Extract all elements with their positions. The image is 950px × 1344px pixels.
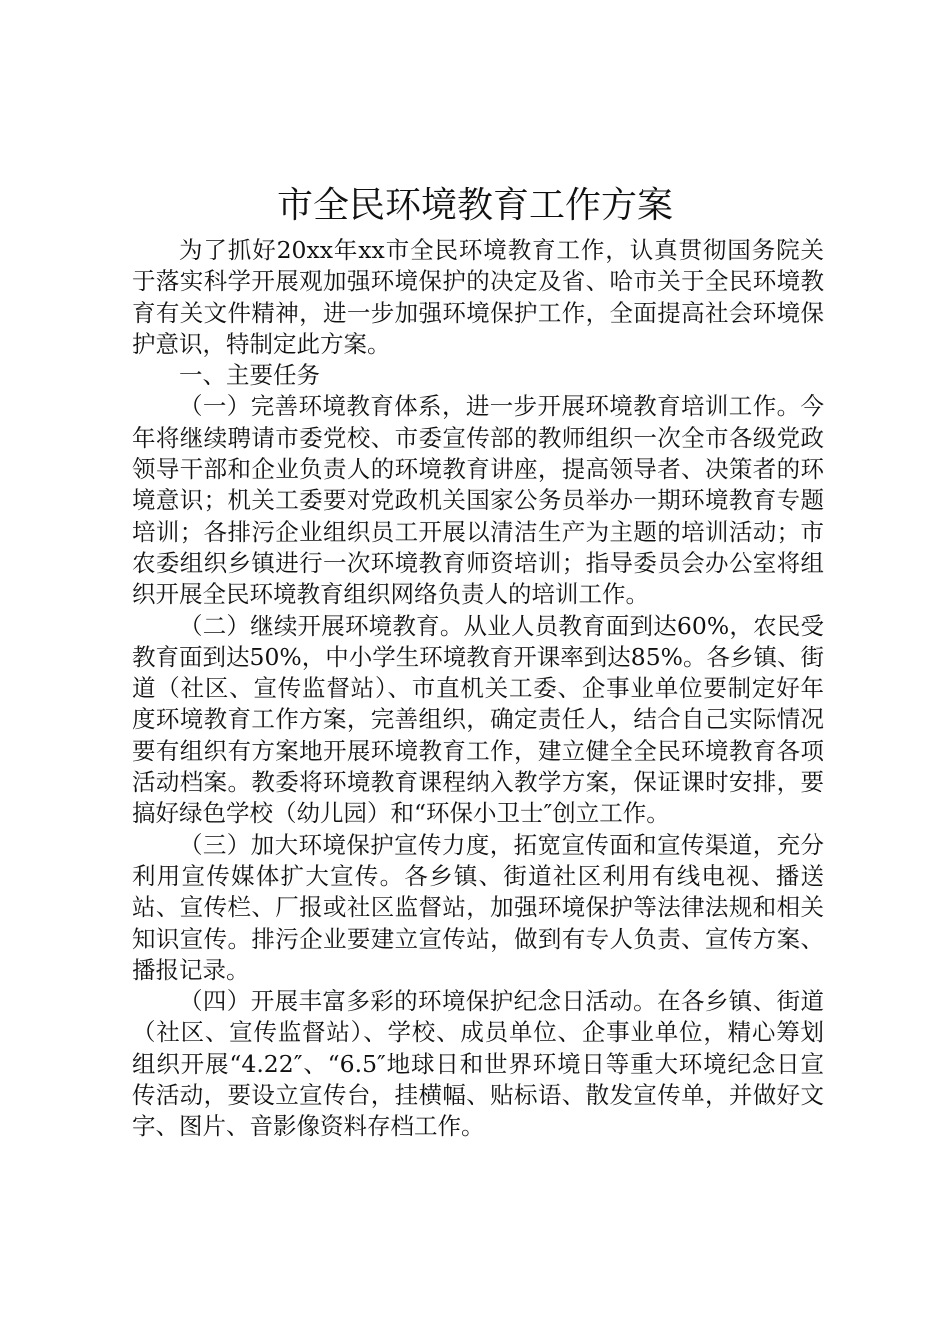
intro-paragraph: 为了抓好20xx年xx市全民环境教育工作，认真贯彻国务院关于落实科学开展观加强环境保护的决定及省、哈市关于全民环境教育有关文件精神，进一步加强环境保护工作，全面提高社会环境保护意识，特制定此方案。 [132, 236, 824, 358]
document-body [132, 235, 824, 1143]
task-paragraph-3: （三）加大环境保护宣传力度，拓宽宣传面和宣传渠道，充分利用宣传媒体扩大宣传。各乡镇、街道社区利用有线电视、播送站、宣传栏、厂报或社区监督站，加强环境保护等法律法规和相关知识宣传。排污企业要建立宣传站，做到有专人负责、宣传方案、播报记录。 [132, 830, 824, 984]
task-paragraph-4: （四）开展丰富多彩的环境保护纪念日活动。在各乡镇、街道（社区、宣传监督站）、学校、成员单位、企事业单位，精心筹划组织开展“4.22″、“6.5″地球日和世界环境日等重大环境纪念日宣传活动，要设立宣传台，挂横幅、贴标语、散发宣传单，并做好文字、图片、音影像资料存档工作。 [132, 987, 824, 1141]
section-heading: 一、主要任务 [179, 361, 320, 390]
document-title: 市全民环境教育工作方案 [276, 185, 673, 226]
task-paragraph-1: （一）完善环境教育体系，进一步开展环境教育培训工作。今年将继续聘请市委党校、市委宣传部的教师组织一次全市各级党政领导干部和企业负责人的环境教育讲座，提高领导者、决策者的环境意识；机关工委要对党政机关国家公务员举办一期环境教育专题培训；各排污企业组织员工开展以清洁生产为主题的培训活动；市农委组织乡镇进行一次环境教育师资培训；指导委员会办公室将组织开展全民环境教育组织网络负责人的培训工作。 [132, 392, 824, 609]
task-paragraph-2: （二）继续开展环境教育。从业人员教育面到达60%，农民受教育面到达50%，中小学生环境教育开课率到达85%。各乡镇、街道（社区、宣传监督站）、市直机关工委、企事业单位要制定好年度环境教育工作方案，完善组织，确定责任人，结合自己实际情况要有组织有方案地开展环境教育工作，建立健全全民环境教育各项活动档案。教委将环境教育课程纳入教学方案，保证课时安排，要搞好绿色学校（幼儿园）和“环保小卫士″创立工作。 [132, 611, 824, 828]
